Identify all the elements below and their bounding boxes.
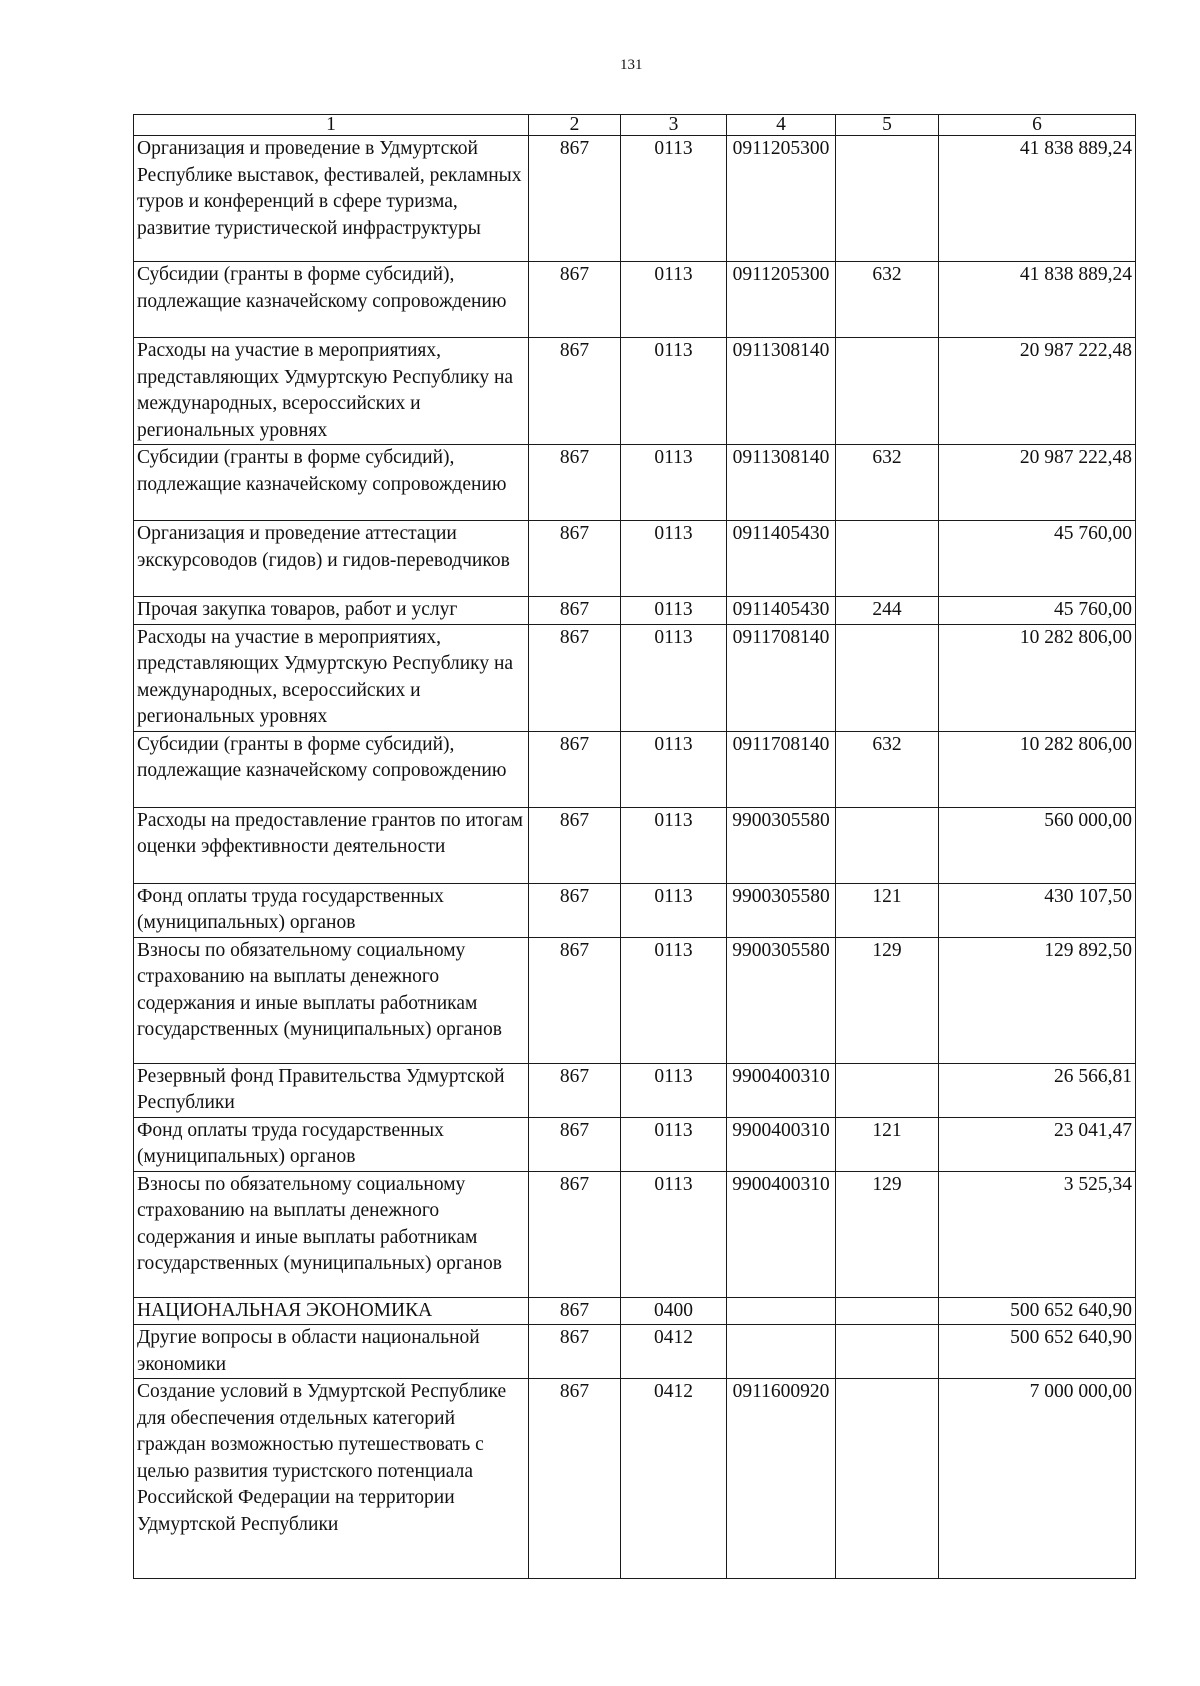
row-amount: 560 000,00 — [939, 807, 1136, 883]
table-row — [134, 807, 1136, 883]
row-code: 867 — [529, 1297, 621, 1325]
table-row — [134, 624, 1136, 731]
row-amount: 430 107,50 — [939, 883, 1136, 937]
row-target: 9900400310 — [727, 1171, 836, 1297]
row-code: 867 — [529, 1171, 621, 1297]
row-name: Фонд оплаты труда государственных (муниципальных) органов — [134, 1117, 529, 1171]
row-code: 867 — [529, 807, 621, 883]
row-section: 0113 — [621, 338, 727, 445]
row-name: Фонд оплаты труда государственных (муниципальных) органов — [134, 883, 529, 937]
row-name: Другие вопросы в области национальной экономики — [134, 1325, 529, 1379]
table-row — [134, 597, 1136, 625]
row-name: НАЦИОНАЛЬНАЯ ЭКОНОМИКА — [134, 1297, 529, 1325]
table-row — [134, 1325, 1136, 1379]
row-section: 0113 — [621, 1171, 727, 1297]
row-target: 0911708140 — [727, 624, 836, 731]
header-col-2: 2 — [529, 115, 621, 136]
row-name: Прочая закупка товаров, работ и услуг — [134, 597, 529, 625]
row-type: 129 — [836, 937, 939, 1063]
table-row — [134, 1379, 1136, 1579]
row-type — [836, 1379, 939, 1579]
row-type: 632 — [836, 262, 939, 338]
row-name: Расходы на участие в мероприятиях, представляющих Удмуртскую Республику на международных, всероссийских и региональных уровнях — [134, 338, 529, 445]
row-type — [836, 521, 939, 597]
row-type — [836, 624, 939, 731]
row-type — [836, 136, 939, 262]
row-target: 9900305580 — [727, 807, 836, 883]
row-section: 0400 — [621, 1297, 727, 1325]
header-col-5: 5 — [836, 115, 939, 136]
row-type: 632 — [836, 445, 939, 521]
row-name: Взносы по обязательному социальному страхованию на выплаты денежного содержания и иные выплаты работникам государственных (муниципальных) органов — [134, 937, 529, 1063]
row-amount: 3 525,34 — [939, 1171, 1136, 1297]
row-type — [836, 1297, 939, 1325]
row-code: 867 — [529, 597, 621, 625]
row-target: 9900305580 — [727, 937, 836, 1063]
row-target: 0911205300 — [727, 262, 836, 338]
row-section: 0412 — [621, 1379, 727, 1579]
row-code: 867 — [529, 338, 621, 445]
row-amount: 26 566,81 — [939, 1063, 1136, 1117]
table-row — [134, 521, 1136, 597]
row-name: Резервный фонд Правительства Удмуртской Республики — [134, 1063, 529, 1117]
row-name: Расходы на участие в мероприятиях, представляющих Удмуртскую Республику на международных, всероссийских и региональных уровнях — [134, 624, 529, 731]
row-target: 9900305580 — [727, 883, 836, 937]
budget-table — [133, 114, 1136, 1579]
table-row — [134, 937, 1136, 1063]
row-type — [836, 1063, 939, 1117]
header-col-1: 1 — [134, 115, 529, 136]
row-code: 867 — [529, 1063, 621, 1117]
row-section: 0113 — [621, 597, 727, 625]
row-section: 0113 — [621, 1117, 727, 1171]
row-code: 867 — [529, 937, 621, 1063]
row-amount: 45 760,00 — [939, 597, 1136, 625]
row-amount: 129 892,50 — [939, 937, 1136, 1063]
row-name: Организация и проведение аттестации экскурсоводов (гидов) и гидов-переводчиков — [134, 521, 529, 597]
row-name: Организация и проведение в Удмуртской Республике выставок, фестивалей, рекламных туров и конференций в сфере туризма, развитие туристической инфраструктуры — [134, 136, 529, 262]
row-section: 0113 — [621, 624, 727, 731]
header-col-6: 6 — [939, 115, 1136, 136]
row-target: 9900400310 — [727, 1117, 836, 1171]
table-row — [134, 262, 1136, 338]
row-target: 0911308140 — [727, 445, 836, 521]
row-amount: 45 760,00 — [939, 521, 1136, 597]
row-code: 867 — [529, 1117, 621, 1171]
row-section: 0113 — [621, 445, 727, 521]
row-section: 0113 — [621, 262, 727, 338]
row-section: 0412 — [621, 1325, 727, 1379]
row-section: 0113 — [621, 937, 727, 1063]
table-row — [134, 1171, 1136, 1297]
row-name: Субсидии (гранты в форме субсидий), подлежащие казначейскому сопровождению — [134, 445, 529, 521]
row-amount: 23 041,47 — [939, 1117, 1136, 1171]
table-row — [134, 1297, 1136, 1325]
row-target: 9900400310 — [727, 1063, 836, 1117]
row-type: 244 — [836, 597, 939, 625]
row-target: 0911405430 — [727, 597, 836, 625]
row-amount: 10 282 806,00 — [939, 624, 1136, 731]
table-row — [134, 1063, 1136, 1117]
row-target — [727, 1297, 836, 1325]
row-name: Расходы на предоставление грантов по итогам оценки эффективности деятельности — [134, 807, 529, 883]
row-section: 0113 — [621, 136, 727, 262]
row-section: 0113 — [621, 883, 727, 937]
row-code: 867 — [529, 1379, 621, 1579]
row-type — [836, 338, 939, 445]
row-target: 0911600920 — [727, 1379, 836, 1579]
row-name: Субсидии (гранты в форме субсидий), подлежащие казначейскому сопровождению — [134, 262, 529, 338]
row-type — [836, 1325, 939, 1379]
row-code: 867 — [529, 1325, 621, 1379]
row-amount: 20 987 222,48 — [939, 338, 1136, 445]
row-section: 0113 — [621, 521, 727, 597]
row-amount: 500 652 640,90 — [939, 1325, 1136, 1379]
header-col-4: 4 — [727, 115, 836, 136]
row-amount: 500 652 640,90 — [939, 1297, 1136, 1325]
row-type: 632 — [836, 731, 939, 807]
row-target: 0911405430 — [727, 521, 836, 597]
table-row — [134, 136, 1136, 262]
table-row — [134, 338, 1136, 445]
row-section: 0113 — [621, 1063, 727, 1117]
row-target: 0911708140 — [727, 731, 836, 807]
row-target: 0911308140 — [727, 338, 836, 445]
table-row — [134, 731, 1136, 807]
row-target: 0911205300 — [727, 136, 836, 262]
row-amount: 10 282 806,00 — [939, 731, 1136, 807]
row-code: 867 — [529, 445, 621, 521]
row-code: 867 — [529, 521, 621, 597]
row-code: 867 — [529, 624, 621, 731]
page-number: 131 — [620, 57, 643, 73]
row-section: 0113 — [621, 731, 727, 807]
row-code: 867 — [529, 731, 621, 807]
row-code: 867 — [529, 136, 621, 262]
row-amount: 7 000 000,00 — [939, 1379, 1136, 1579]
row-name: Взносы по обязательному социальному страхованию на выплаты денежного содержания и иные выплаты работникам государственных (муниципальных) органов — [134, 1171, 529, 1297]
row-code: 867 — [529, 262, 621, 338]
table-row — [134, 445, 1136, 521]
row-amount: 41 838 889,24 — [939, 262, 1136, 338]
row-amount: 20 987 222,48 — [939, 445, 1136, 521]
row-type: 121 — [836, 883, 939, 937]
header-col-3: 3 — [621, 115, 727, 136]
row-target — [727, 1325, 836, 1379]
row-type: 129 — [836, 1171, 939, 1297]
row-type — [836, 807, 939, 883]
table-row — [134, 883, 1136, 937]
row-name: Субсидии (гранты в форме субсидий), подлежащие казначейскому сопровождению — [134, 731, 529, 807]
table-row — [134, 1117, 1136, 1171]
row-type: 121 — [836, 1117, 939, 1171]
row-code: 867 — [529, 883, 621, 937]
header-row — [134, 115, 1136, 136]
row-amount: 41 838 889,24 — [939, 136, 1136, 262]
row-section: 0113 — [621, 807, 727, 883]
row-name: Создание условий в Удмуртской Республике для обеспечения отдельных категорий граждан возможностью путешествовать с целью развития туристского потенциала Российской Федерации на территории Удмуртской Республики — [134, 1379, 529, 1579]
